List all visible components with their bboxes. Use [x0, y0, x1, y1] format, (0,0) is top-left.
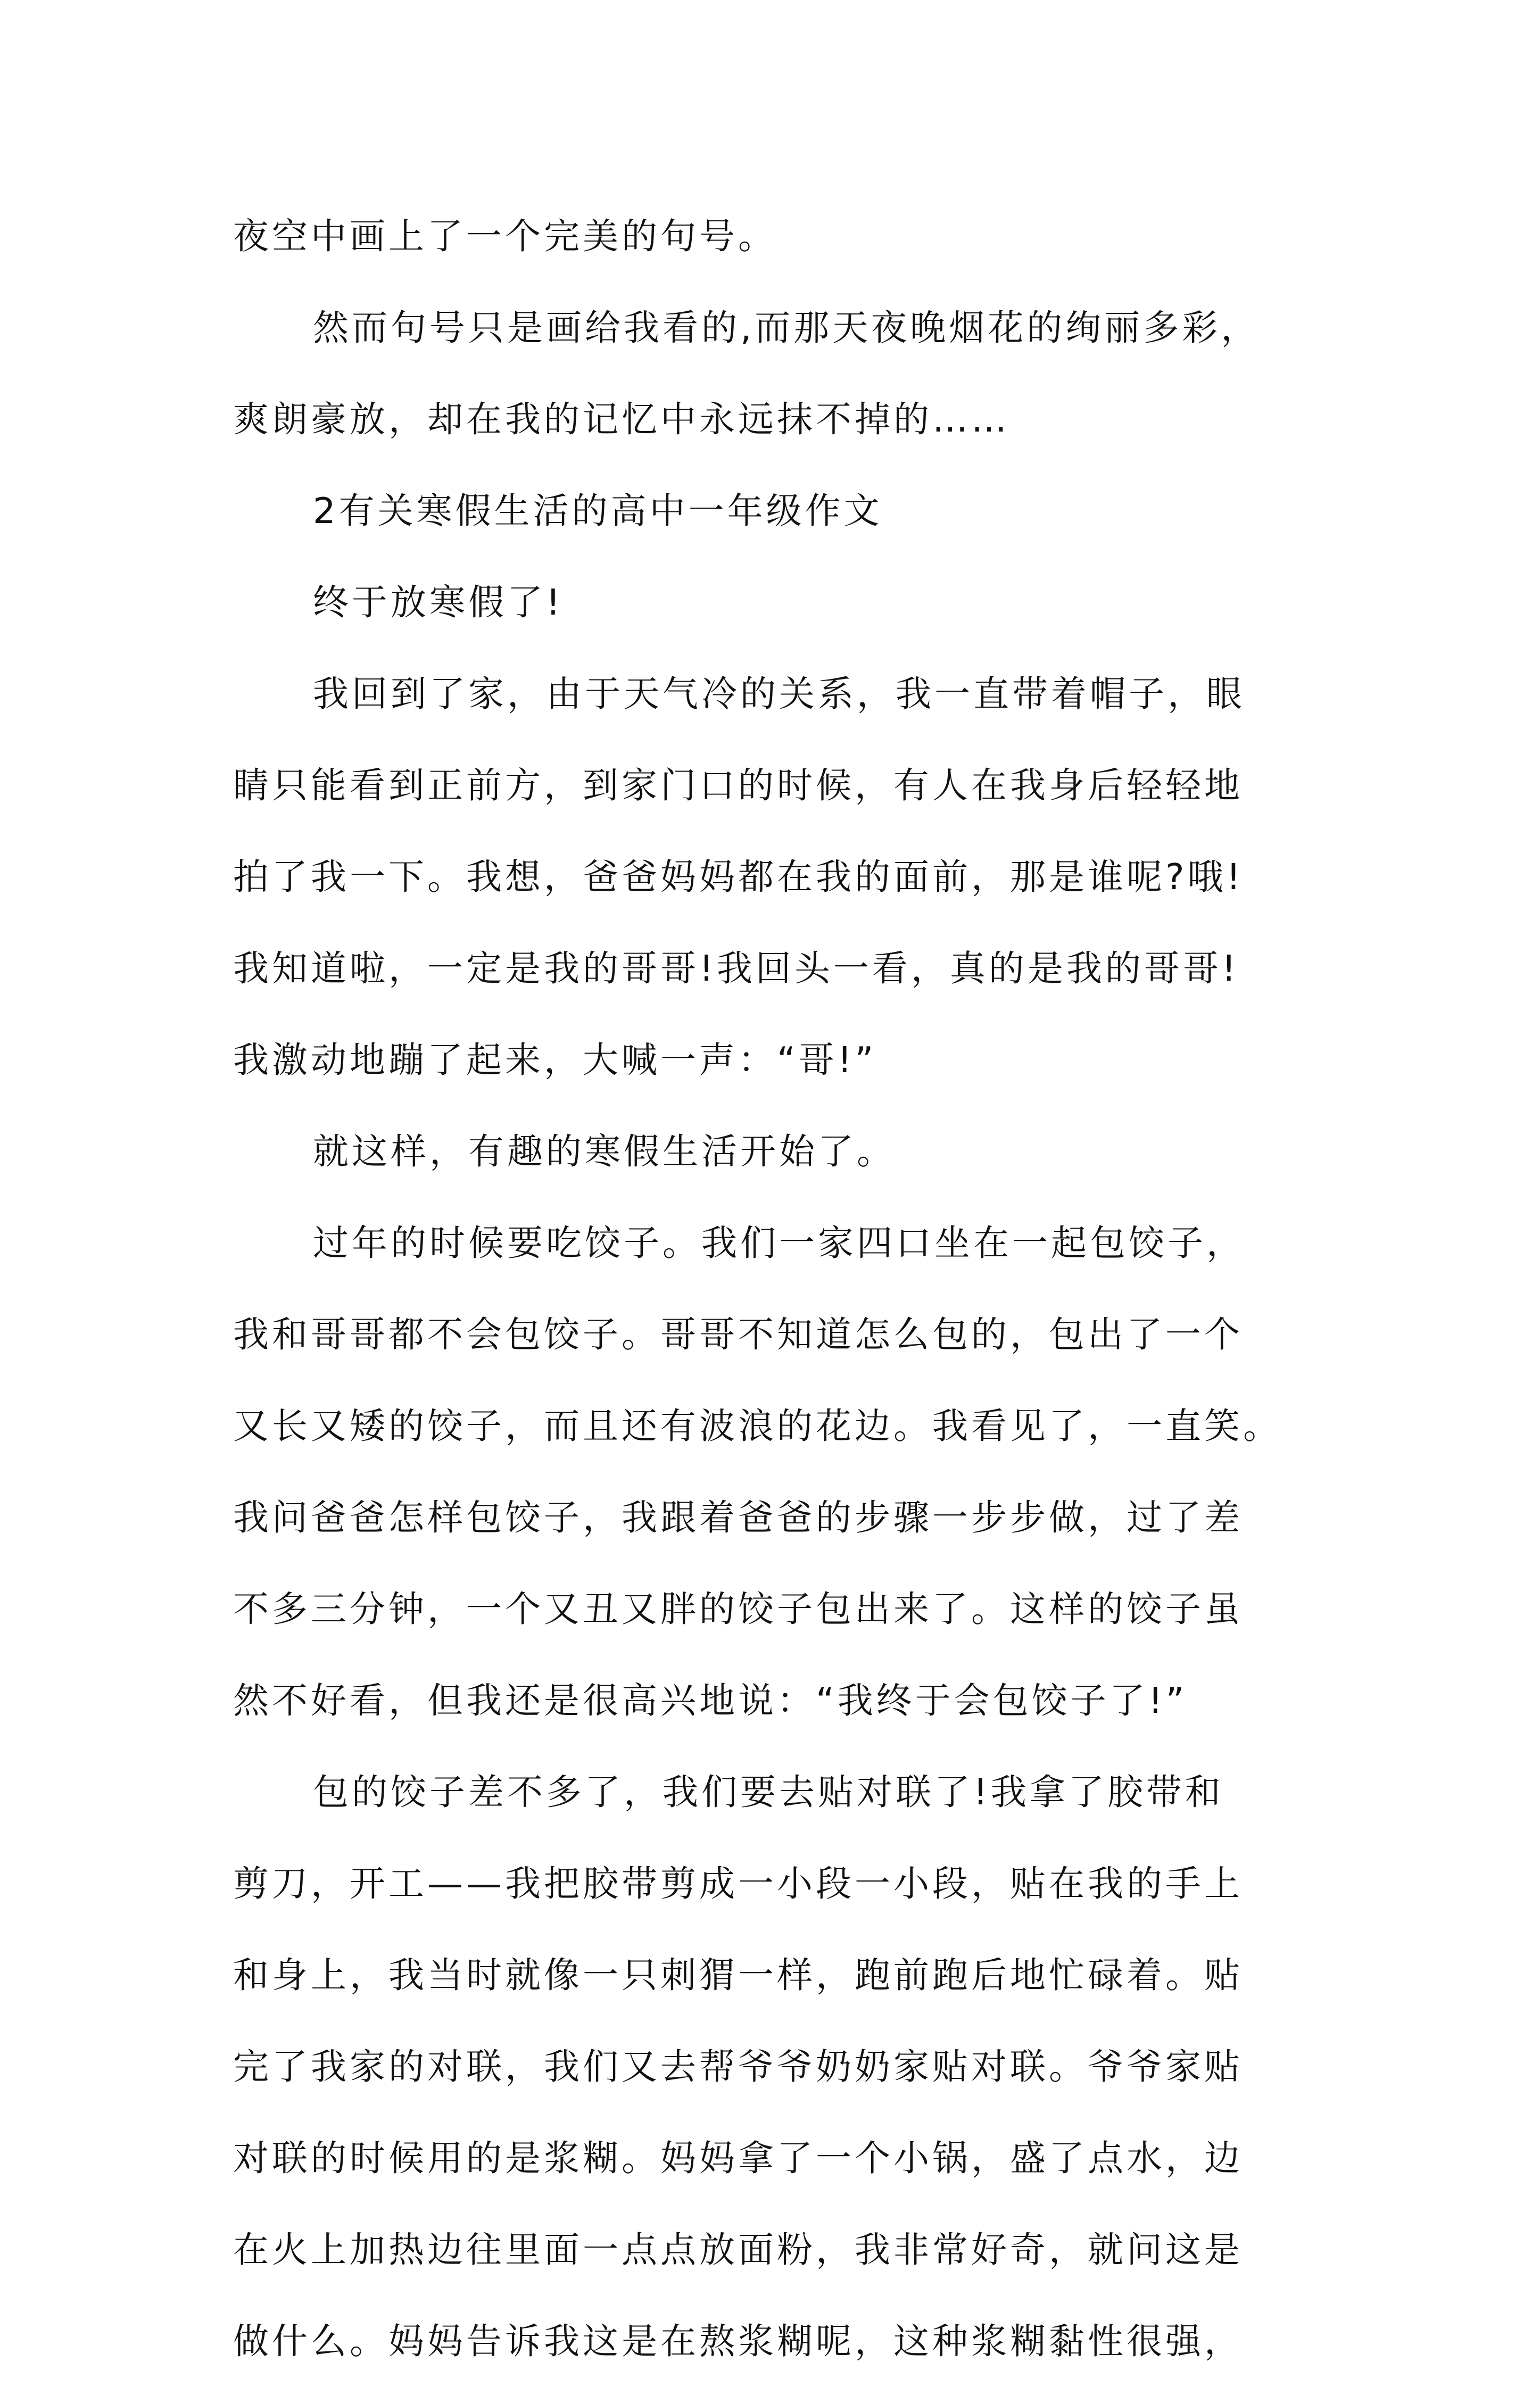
text-line: 夜空中画上了一个完美的句号。: [233, 216, 777, 257]
text-line: 然不好看，但我还是很高兴地说：“我终于会包饺子了!”: [233, 1680, 1188, 1721]
text-line: 在火上加热边往里面一点点放面粉，我非常好奇，就问这是: [233, 2229, 1243, 2270]
text-line: 剪刀，开工——我把胶带剪成一小段一小段，贴在我的手上: [233, 1863, 1243, 1904]
text-line: 睛只能看到正前方，到家门口的时候，有人在我身后轻轻地: [233, 765, 1243, 806]
text-line: 终于放寒假了!: [313, 582, 564, 623]
text-line: 我回到了家，由于天气冷的关系，我一直带着帽子，眼: [313, 673, 1245, 715]
text-line: 拍了我一下。我想，爸爸妈妈都在我的面前，那是谁呢?哦!: [233, 856, 1244, 898]
text-line: 我和哥哥都不会包饺子。哥哥不知道怎么包的，包出了一个: [233, 1314, 1243, 1355]
text-line: 完了我家的对联，我们又去帮爷爷奶奶家贴对联。爷爷家贴: [233, 2046, 1243, 2087]
text-line: 我激动地蹦了起来，大喊一声：“哥!”: [233, 1039, 877, 1081]
text-line: 做什么。妈妈告诉我这是在熬浆糊呢，这种浆糊黏性很强，: [233, 2320, 1243, 2362]
text-line: 又长又矮的饺子，而且还有波浪的花边。我看见了，一直笑。: [233, 1405, 1282, 1447]
text-line: 我问爸爸怎样包饺子，我跟着爸爸的步骤一步步做，过了差: [233, 1497, 1243, 1538]
essay-body: [233, 190, 1308, 2387]
text-line: 对联的时候用的是浆糊。妈妈拿了一个小锅，盛了点水，边: [233, 2137, 1243, 2179]
text-line: 包的饺子差不多了，我们要去贴对联了!我拿了胶带和: [313, 1771, 1224, 1813]
text-line: 不多三分钟，一个又丑又胖的饺子包出来了。这样的饺子虽: [233, 1588, 1243, 1630]
text-line: 我知道啦，一定是我的哥哥!我回头一看，真的是我的哥哥!: [233, 948, 1239, 989]
section-heading: 2有关寒假生活的高中一年级作文: [313, 490, 883, 532]
text-line: 过年的时候要吃饺子。我们一家四口坐在一起包饺子，: [313, 1222, 1245, 1264]
text-line: 就这样，有趣的寒假生活开始了。: [313, 1131, 896, 1172]
text-line: 然而句号只是画给我看的,而那天夜晚烟花的绚丽多彩，: [313, 307, 1260, 349]
text-line: 爽朗豪放，却在我的记忆中永远抹不掉的……: [233, 399, 1010, 440]
text-line: 和身上，我当时就像一只刺猬一样，跑前跑后地忙碌着。贴: [233, 1954, 1243, 1996]
